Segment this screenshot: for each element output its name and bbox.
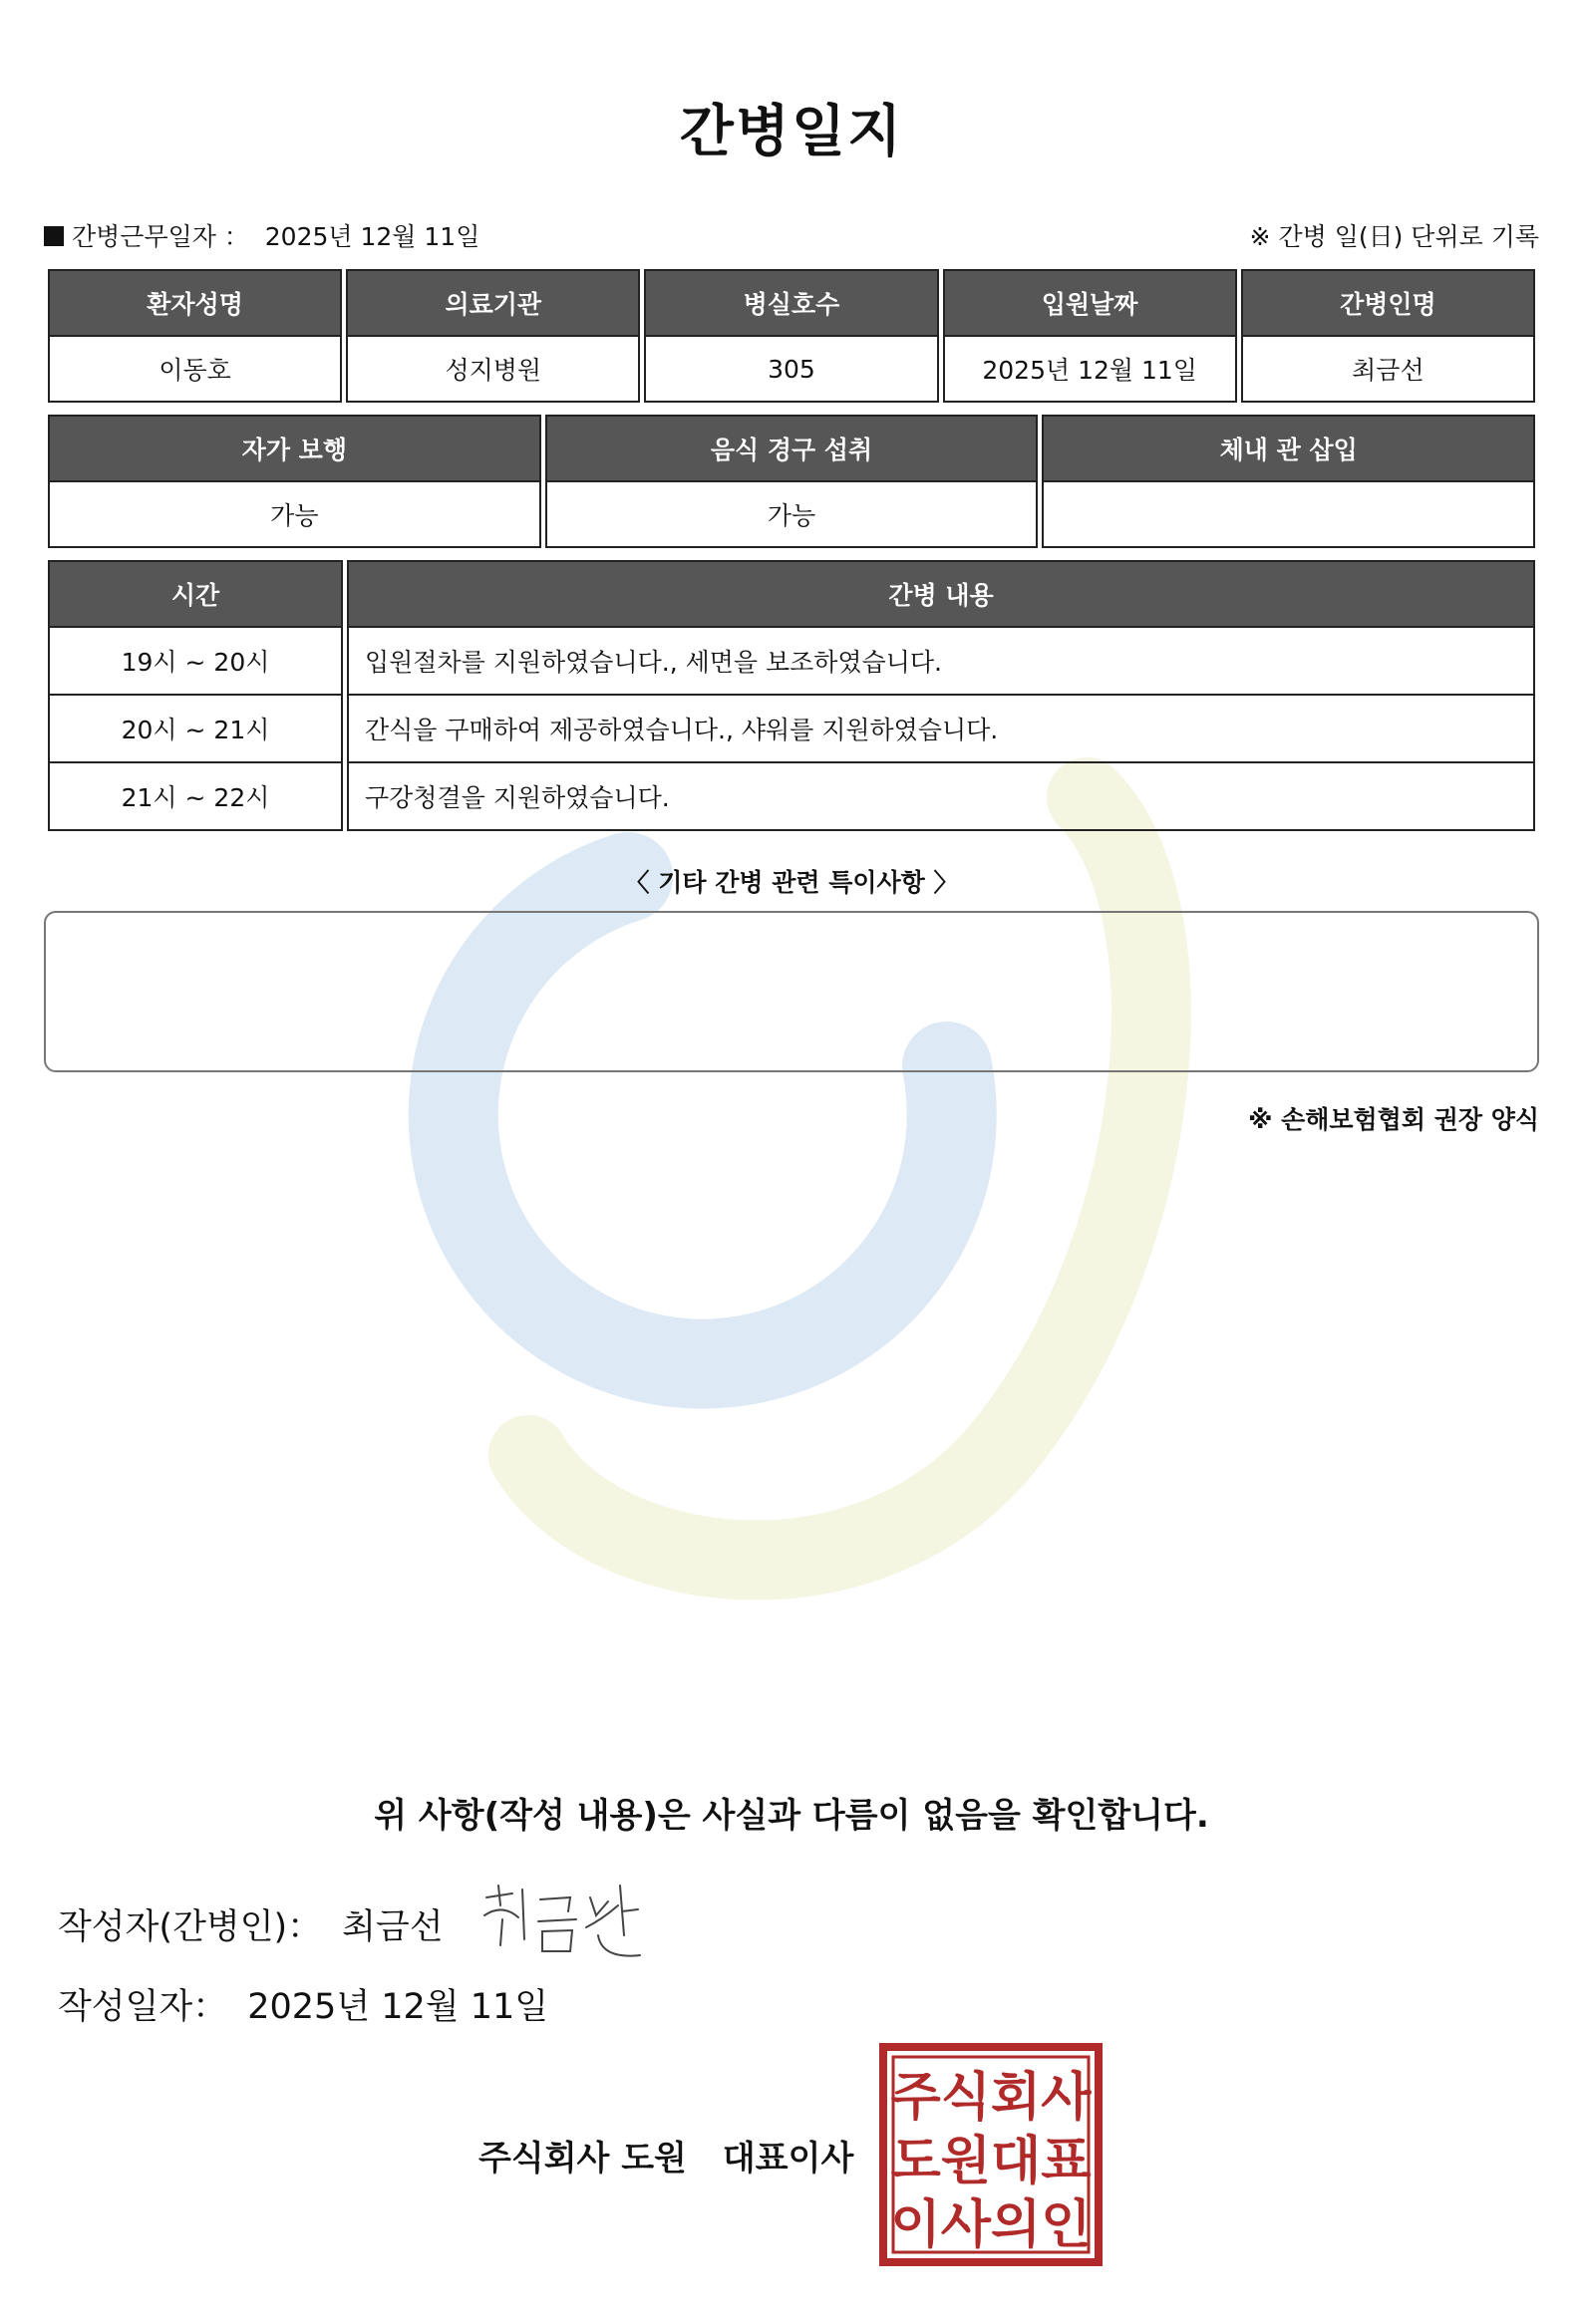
work-date-value: 2025년 12월 11일 bbox=[264, 222, 480, 251]
room-number: 305 bbox=[644, 337, 938, 403]
caregiver-name: 최금선 bbox=[1241, 337, 1535, 403]
care-content: 구강청결을 지원하였습니다. bbox=[347, 763, 1535, 831]
handwritten-signature bbox=[478, 1876, 648, 1965]
confirmation-statement: 위 사항(작성 내용)은 사실과 다름이 없음을 확인합니다. bbox=[374, 1796, 1209, 1836]
header-self-walking: 자가 보행 bbox=[48, 415, 541, 482]
table-row bbox=[48, 763, 1535, 831]
svg-text:이사의인: 이사의인 bbox=[890, 2195, 1092, 2255]
work-date-label: 간병근무일자 ： bbox=[72, 222, 249, 251]
care-time: 21시 ~ 22시 bbox=[48, 763, 343, 831]
work-date-line bbox=[44, 217, 479, 253]
header-admission-date: 입원날짜 bbox=[943, 269, 1237, 337]
tube-insertion-value bbox=[1042, 482, 1535, 548]
header-time: 시간 bbox=[48, 560, 343, 628]
patient-status-table bbox=[44, 415, 1539, 548]
care-log-table bbox=[44, 560, 1539, 831]
header-patient-name: 환자성명 bbox=[48, 269, 342, 337]
recommendation-note: ※ 손해보험협회 권장 양식 bbox=[1248, 1105, 1539, 1134]
table-row bbox=[48, 696, 1535, 763]
header-tube-insertion: 체내 관 삽입 bbox=[1042, 415, 1535, 482]
unit-note: ※ 간병 일(日) 단위로 기록 bbox=[1249, 222, 1539, 251]
date-value: 2025년 12월 11일 bbox=[247, 1987, 549, 2027]
table-row bbox=[48, 628, 1535, 696]
patient-name: 이동호 bbox=[48, 337, 342, 403]
hospital-name: 성지병원 bbox=[346, 337, 640, 403]
header-care-content: 간병 내용 bbox=[347, 560, 1535, 628]
writer-name: 최금선 bbox=[342, 1907, 444, 1947]
writer-label: 작성자(간병인)： bbox=[58, 1907, 323, 1947]
svg-text:주식회사: 주식회사 bbox=[890, 2068, 1092, 2128]
special-notes-label: 〈 기타 간병 관련 특이사항 〉 bbox=[624, 868, 959, 897]
self-walking-value: 가능 bbox=[48, 482, 541, 548]
header-room-number: 병실호수 bbox=[644, 269, 938, 337]
date-label: 작성일자： bbox=[58, 1987, 228, 2027]
header-oral-intake: 음식 경구 섭취 bbox=[545, 415, 1039, 482]
admission-date: 2025년 12월 11일 bbox=[943, 337, 1237, 403]
patient-info-table bbox=[44, 269, 1539, 403]
svg-text:도원대표: 도원대표 bbox=[890, 2132, 1092, 2191]
company-name: 주식회사 도원 bbox=[478, 2139, 687, 2179]
care-time: 19시 ~ 20시 bbox=[48, 628, 343, 696]
date-line bbox=[58, 1979, 548, 2029]
care-content: 입원절차를 지원하였습니다., 세면을 보조하였습니다. bbox=[347, 628, 1535, 696]
company-line bbox=[478, 2131, 853, 2179]
company-seal-stamp bbox=[879, 2043, 1103, 2266]
special-notes-box bbox=[44, 911, 1539, 1072]
header-hospital: 의료기관 bbox=[346, 269, 640, 337]
representative-title: 대표이사 bbox=[722, 2139, 854, 2179]
writer-line bbox=[58, 1899, 444, 1949]
care-content: 간식을 구매하여 제공하였습니다., 샤워를 지원하였습니다. bbox=[347, 696, 1535, 763]
page-title: 간병일지 bbox=[679, 100, 904, 164]
care-time: 20시 ~ 21시 bbox=[48, 696, 343, 763]
square-bullet-icon bbox=[44, 226, 64, 246]
header-caregiver-name: 간병인명 bbox=[1241, 269, 1535, 337]
oral-intake-value: 가능 bbox=[545, 482, 1039, 548]
